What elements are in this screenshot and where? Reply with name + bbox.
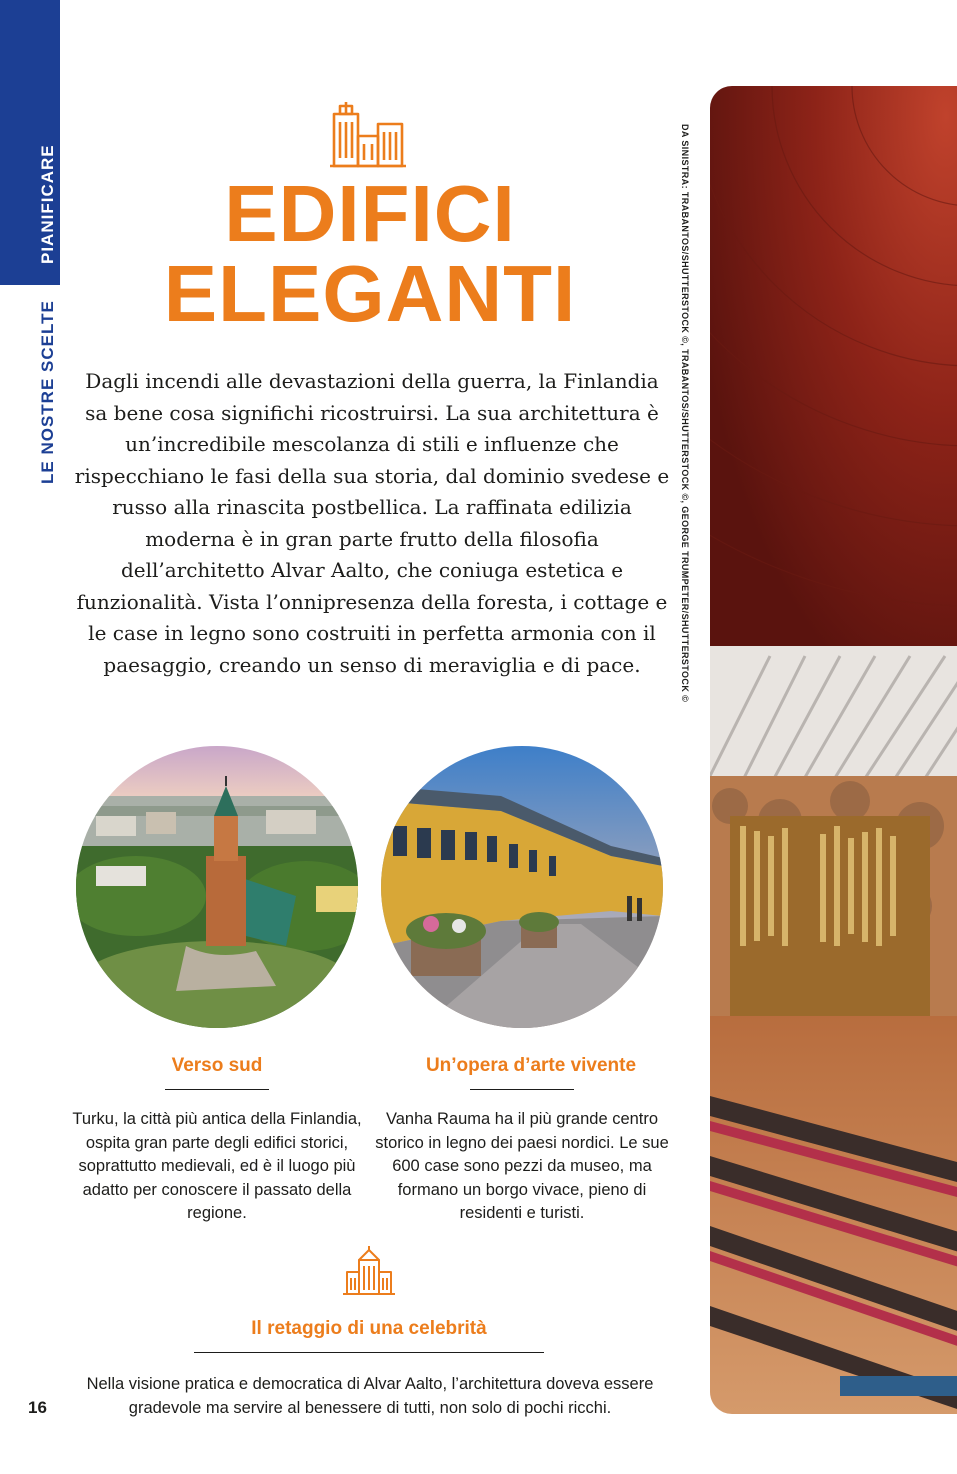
title-line-1: EDIFICI: [224, 169, 516, 258]
celebrity-text: Nella visione pratica e democratica di Alvar Aalto, l’architettura doveva essere gradevole ma servire al benessere di tutti, non solo di pochi ricchi.: [86, 1375, 654, 1417]
celebrity-heading-rule: [194, 1352, 544, 1353]
turku-heading-rule: [165, 1089, 269, 1090]
page-number: 16: [28, 1398, 47, 1417]
historic-building-icon: [343, 1246, 395, 1298]
rauma-heading: Un’opera d’arte vivente: [425, 1055, 637, 1076]
turku-text: Turku, la città più antica della Finlandia, ospita gran parte degli edifici storici, soprattutto medievali, ed è il luogo più adatto per conoscere il passato della regione.: [72, 1110, 362, 1222]
subsection-label: LE NOSTRE SCELTE: [38, 300, 57, 484]
section-label: PIANIFICARE: [38, 144, 57, 264]
rauma-heading-rule: [470, 1089, 574, 1090]
rauma-text: Vanha Rauma ha il più grande centro storico in legno dei paesi nordici. Le sue 600 case sono pezzi da museo, ma formano un borgo vivace, pieno di residenti e turisti.: [375, 1110, 669, 1222]
church-interior-photo: [710, 86, 957, 1414]
photo-credit: DA SINISTRA: TRABANTOS/SHUTTERSTOCK ©, TRABANTOS/SHUTTERSTOCK ©, GEORGE TRUMPETER/SHUTTERSTOCK ©: [680, 124, 690, 703]
title-line-2: ELEGANTI: [163, 249, 577, 338]
rauma-old-town-photo: [381, 746, 663, 1028]
intro-paragraph: Dagli incendi alle devastazioni della guerra, la Finlandia sa bene cosa significhi ricostruirsi. La sua architettura è un’incredibile mescolanza di stili e influenze che rispecchiano le fasi della sua storia, dal dominio svedese e russo alla rinascita postbellica. La raffinata edilizia moderna è in gran parte frutto della filosofia dell’architetto Alvar Aalto, che coniuga estetica e funzionalità. Vista l’onnipresenza della foresta, i cottage e le case in legno sono costruiti in perfetta armonia con il paesaggio, creando un senso di meraviglia e di pace.: [74, 369, 670, 677]
page-title: [100, 169, 640, 338]
turku-heading: Verso sud: [171, 1055, 263, 1076]
city-buildings-icon: [328, 96, 408, 170]
celebrity-heading: Il retaggio di una celebrità: [251, 1318, 487, 1339]
turku-cathedral-photo: [76, 746, 358, 1028]
